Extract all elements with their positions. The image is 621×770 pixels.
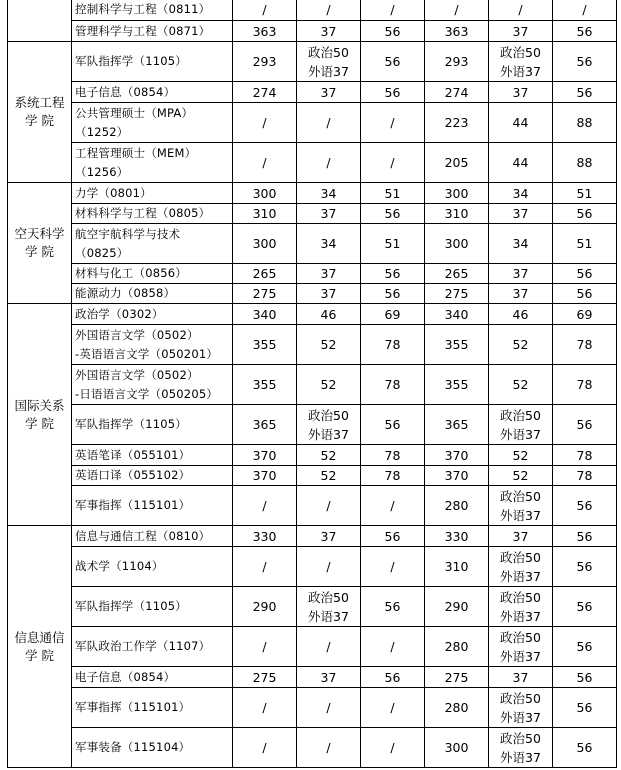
score-cell: / (425, 0, 489, 21)
score-cell: 政治50 外语37 (297, 587, 361, 627)
score-cell: / (361, 103, 425, 143)
score-cell: 52 (297, 325, 361, 365)
score-cell: 355 (425, 365, 489, 405)
score-cell: 300 (425, 224, 489, 264)
table-row (8, 547, 617, 587)
score-cell: 370 (425, 445, 489, 466)
score-cell: 355 (233, 365, 297, 405)
score-cell: 52 (297, 466, 361, 486)
score-cell: 280 (425, 486, 489, 526)
score-cell: 51 (361, 224, 425, 264)
major-cell: 政治学（0302） (72, 304, 233, 325)
score-cell: 56 (361, 667, 425, 688)
score-cell: / (361, 688, 425, 728)
score-cell: / (297, 486, 361, 526)
college-cell: 信息通信 学 院 (8, 526, 72, 768)
score-cell: 56 (361, 82, 425, 103)
score-cell: 37 (489, 21, 553, 42)
score-cell: / (361, 143, 425, 183)
major-cell: 公共管理硕士（MPA） （1252） (72, 103, 233, 143)
college-cell: 系统工程 学 院 (8, 42, 72, 183)
score-cell: 56 (553, 587, 617, 627)
score-cell: 52 (489, 445, 553, 466)
score-cell: 293 (425, 42, 489, 82)
score-cell: / (361, 728, 425, 768)
major-cell: 军队指挥学（1105） (72, 587, 233, 627)
score-cell: 274 (425, 82, 489, 103)
score-cell: 275 (425, 284, 489, 304)
score-cell: 37 (297, 526, 361, 547)
score-cell: / (233, 688, 297, 728)
major-cell: 航空宇航科学与技术 （0825） (72, 224, 233, 264)
score-cell: 370 (233, 445, 297, 466)
score-cell: / (297, 0, 361, 21)
score-cell: 51 (361, 183, 425, 204)
table-row (8, 42, 617, 82)
score-cell: 300 (233, 224, 297, 264)
score-cell: / (297, 103, 361, 143)
score-cell: 政治50 外语37 (489, 587, 553, 627)
score-cell: 56 (553, 486, 617, 526)
score-cell: 52 (489, 365, 553, 405)
score-cell: / (297, 688, 361, 728)
major-cell: 工程管理硕士（MEM） （1256） (72, 143, 233, 183)
score-cell: 56 (553, 284, 617, 304)
score-cell: 275 (233, 667, 297, 688)
score-cell: 330 (425, 526, 489, 547)
score-cell: 51 (553, 183, 617, 204)
score-cell: 365 (233, 405, 297, 445)
major-cell: 军队指挥学（1105） (72, 42, 233, 82)
major-cell: 英语笔译（055101） (72, 445, 233, 466)
score-cell: 310 (233, 204, 297, 224)
score-cell: 78 (553, 325, 617, 365)
major-cell: 电子信息（0854） (72, 667, 233, 688)
college-cell (8, 0, 72, 42)
score-cell: 37 (297, 204, 361, 224)
major-cell: 管理科学与工程（0871） (72, 21, 233, 42)
score-cell: / (361, 0, 425, 21)
score-cell: 290 (425, 587, 489, 627)
major-cell: 战术学（1104） (72, 547, 233, 587)
score-cell: / (233, 486, 297, 526)
college-cell: 国际关系 学 院 (8, 304, 72, 526)
score-cell: 330 (233, 526, 297, 547)
table-row (8, 264, 617, 284)
major-cell: 力学（0801） (72, 183, 233, 204)
major-cell: 军队政治工作学（1107） (72, 627, 233, 667)
score-cell: 政治50 外语37 (489, 486, 553, 526)
score-cell: 56 (553, 204, 617, 224)
score-cell: 370 (425, 466, 489, 486)
major-cell: 外国语言文学（0502） -英语语言文学（050201） (72, 325, 233, 365)
score-cell: / (297, 627, 361, 667)
table-row (8, 728, 617, 768)
score-cell: 56 (553, 547, 617, 587)
table-row (8, 627, 617, 667)
score-cell: 274 (233, 82, 297, 103)
score-cell: 78 (553, 445, 617, 466)
score-cell: 280 (425, 688, 489, 728)
score-cell: / (233, 547, 297, 587)
score-cell: 56 (553, 667, 617, 688)
college-cell: 空天科学 学 院 (8, 183, 72, 304)
score-cell: 78 (553, 466, 617, 486)
score-cell: 56 (553, 728, 617, 768)
table-row (8, 325, 617, 365)
score-cell: 56 (553, 264, 617, 284)
score-cell: 56 (361, 42, 425, 82)
score-cell: 政治50 外语37 (489, 547, 553, 587)
score-cell: 280 (425, 627, 489, 667)
table-row (8, 21, 617, 42)
score-cell: 370 (233, 466, 297, 486)
score-cell: / (233, 627, 297, 667)
score-cell: 37 (489, 667, 553, 688)
score-cell: 290 (233, 587, 297, 627)
score-cell: 310 (425, 547, 489, 587)
score-cell: 56 (361, 405, 425, 445)
score-cell: / (553, 0, 617, 21)
score-cell: 88 (553, 143, 617, 183)
score-cell: 52 (489, 325, 553, 365)
score-cell: 政治50 外语37 (297, 405, 361, 445)
score-cell: 政治50 外语37 (489, 627, 553, 667)
major-cell: 控制科学与工程（0811） (72, 0, 233, 21)
score-cell: 56 (361, 264, 425, 284)
score-cell: 293 (233, 42, 297, 82)
table-row (8, 405, 617, 445)
score-cell: / (361, 547, 425, 587)
score-cell: 310 (425, 204, 489, 224)
score-cell: 44 (489, 143, 553, 183)
score-cell: 355 (425, 325, 489, 365)
table-row (8, 667, 617, 688)
score-cell: 363 (233, 21, 297, 42)
score-table-body (8, 0, 617, 768)
score-cell: / (233, 143, 297, 183)
score-cell: 37 (489, 204, 553, 224)
table-row (8, 183, 617, 204)
score-cell: 56 (361, 587, 425, 627)
table-row (8, 445, 617, 466)
score-cell: 46 (489, 304, 553, 325)
table-row (8, 0, 617, 21)
score-cell: 340 (233, 304, 297, 325)
score-cell: 56 (553, 21, 617, 42)
score-cell: 37 (489, 82, 553, 103)
score-cell: 37 (489, 264, 553, 284)
score-cell: 78 (361, 325, 425, 365)
table-row (8, 224, 617, 264)
score-cell: 275 (233, 284, 297, 304)
score-cell: 56 (553, 405, 617, 445)
score-cell: 78 (361, 445, 425, 466)
score-cell: / (233, 0, 297, 21)
score-cell: 56 (361, 526, 425, 547)
score-cell: 52 (489, 466, 553, 486)
score-cell: 56 (361, 204, 425, 224)
score-cell: 56 (361, 21, 425, 42)
table-row (8, 304, 617, 325)
table-row (8, 486, 617, 526)
score-cell: 政治50 外语37 (489, 405, 553, 445)
score-cell: 37 (489, 526, 553, 547)
table-row (8, 587, 617, 627)
score-cell: 265 (425, 264, 489, 284)
score-cell: 365 (425, 405, 489, 445)
major-cell: 材料科学与工程（0805） (72, 204, 233, 224)
score-cell: 37 (489, 284, 553, 304)
score-cell: 88 (553, 103, 617, 143)
score-cell: 52 (297, 365, 361, 405)
table-row (8, 103, 617, 143)
score-cell: 政治50 外语37 (297, 42, 361, 82)
major-cell: 电子信息（0854） (72, 82, 233, 103)
major-cell: 军事指挥（115101） (72, 486, 233, 526)
score-cell: / (297, 547, 361, 587)
score-cell: / (233, 103, 297, 143)
score-cell: 政治50 外语37 (489, 728, 553, 768)
score-cell: 78 (553, 365, 617, 405)
score-cell: 56 (553, 82, 617, 103)
score-cell: / (297, 728, 361, 768)
score-cell: 37 (297, 284, 361, 304)
score-cell: 69 (361, 304, 425, 325)
major-cell: 英语口译（055102） (72, 466, 233, 486)
table-row (8, 82, 617, 103)
major-cell: 军事装备（115104） (72, 728, 233, 768)
score-cell: 78 (361, 365, 425, 405)
table-row (8, 204, 617, 224)
score-cell: 69 (553, 304, 617, 325)
score-cell: 363 (425, 21, 489, 42)
table-row (8, 143, 617, 183)
score-cell: 56 (361, 284, 425, 304)
score-table (7, 0, 617, 768)
major-cell: 信息与通信工程（0810） (72, 526, 233, 547)
score-cell: 300 (425, 183, 489, 204)
table-row (8, 526, 617, 547)
table-row (8, 365, 617, 405)
score-cell: 34 (297, 224, 361, 264)
score-cell: 37 (297, 264, 361, 284)
major-cell: 能源动力（0858） (72, 284, 233, 304)
score-cell: 52 (297, 445, 361, 466)
table-row (8, 466, 617, 486)
score-cell: 56 (553, 688, 617, 728)
table-row (8, 688, 617, 728)
score-cell: 78 (361, 466, 425, 486)
score-cell: / (233, 728, 297, 768)
score-cell: 56 (553, 42, 617, 82)
score-cell: 37 (297, 667, 361, 688)
score-cell: 340 (425, 304, 489, 325)
major-cell: 军事指挥（115101） (72, 688, 233, 728)
score-cell: 34 (489, 183, 553, 204)
score-cell: 37 (297, 21, 361, 42)
score-cell: 34 (297, 183, 361, 204)
score-cell: 223 (425, 103, 489, 143)
score-cell: 56 (553, 526, 617, 547)
score-cell: 37 (297, 82, 361, 103)
major-cell: 外国语言文学（0502） -日语语言文学（050205） (72, 365, 233, 405)
score-cell: 300 (233, 183, 297, 204)
score-cell: / (489, 0, 553, 21)
major-cell: 材料与化工（0856） (72, 264, 233, 284)
score-cell: 275 (425, 667, 489, 688)
score-cell: 51 (553, 224, 617, 264)
score-cell: 政治50 外语37 (489, 42, 553, 82)
score-cell: 300 (425, 728, 489, 768)
score-cell: 265 (233, 264, 297, 284)
major-cell: 军队指挥学（1105） (72, 405, 233, 445)
score-cell: 355 (233, 325, 297, 365)
score-cell: 44 (489, 103, 553, 143)
score-cell: 34 (489, 224, 553, 264)
score-cell: / (361, 627, 425, 667)
score-cell: 46 (297, 304, 361, 325)
score-cell: / (297, 143, 361, 183)
table-row (8, 284, 617, 304)
score-cell: / (361, 486, 425, 526)
score-cell: 56 (553, 627, 617, 667)
score-cell: 205 (425, 143, 489, 183)
score-cell: 政治50 外语37 (489, 688, 553, 728)
